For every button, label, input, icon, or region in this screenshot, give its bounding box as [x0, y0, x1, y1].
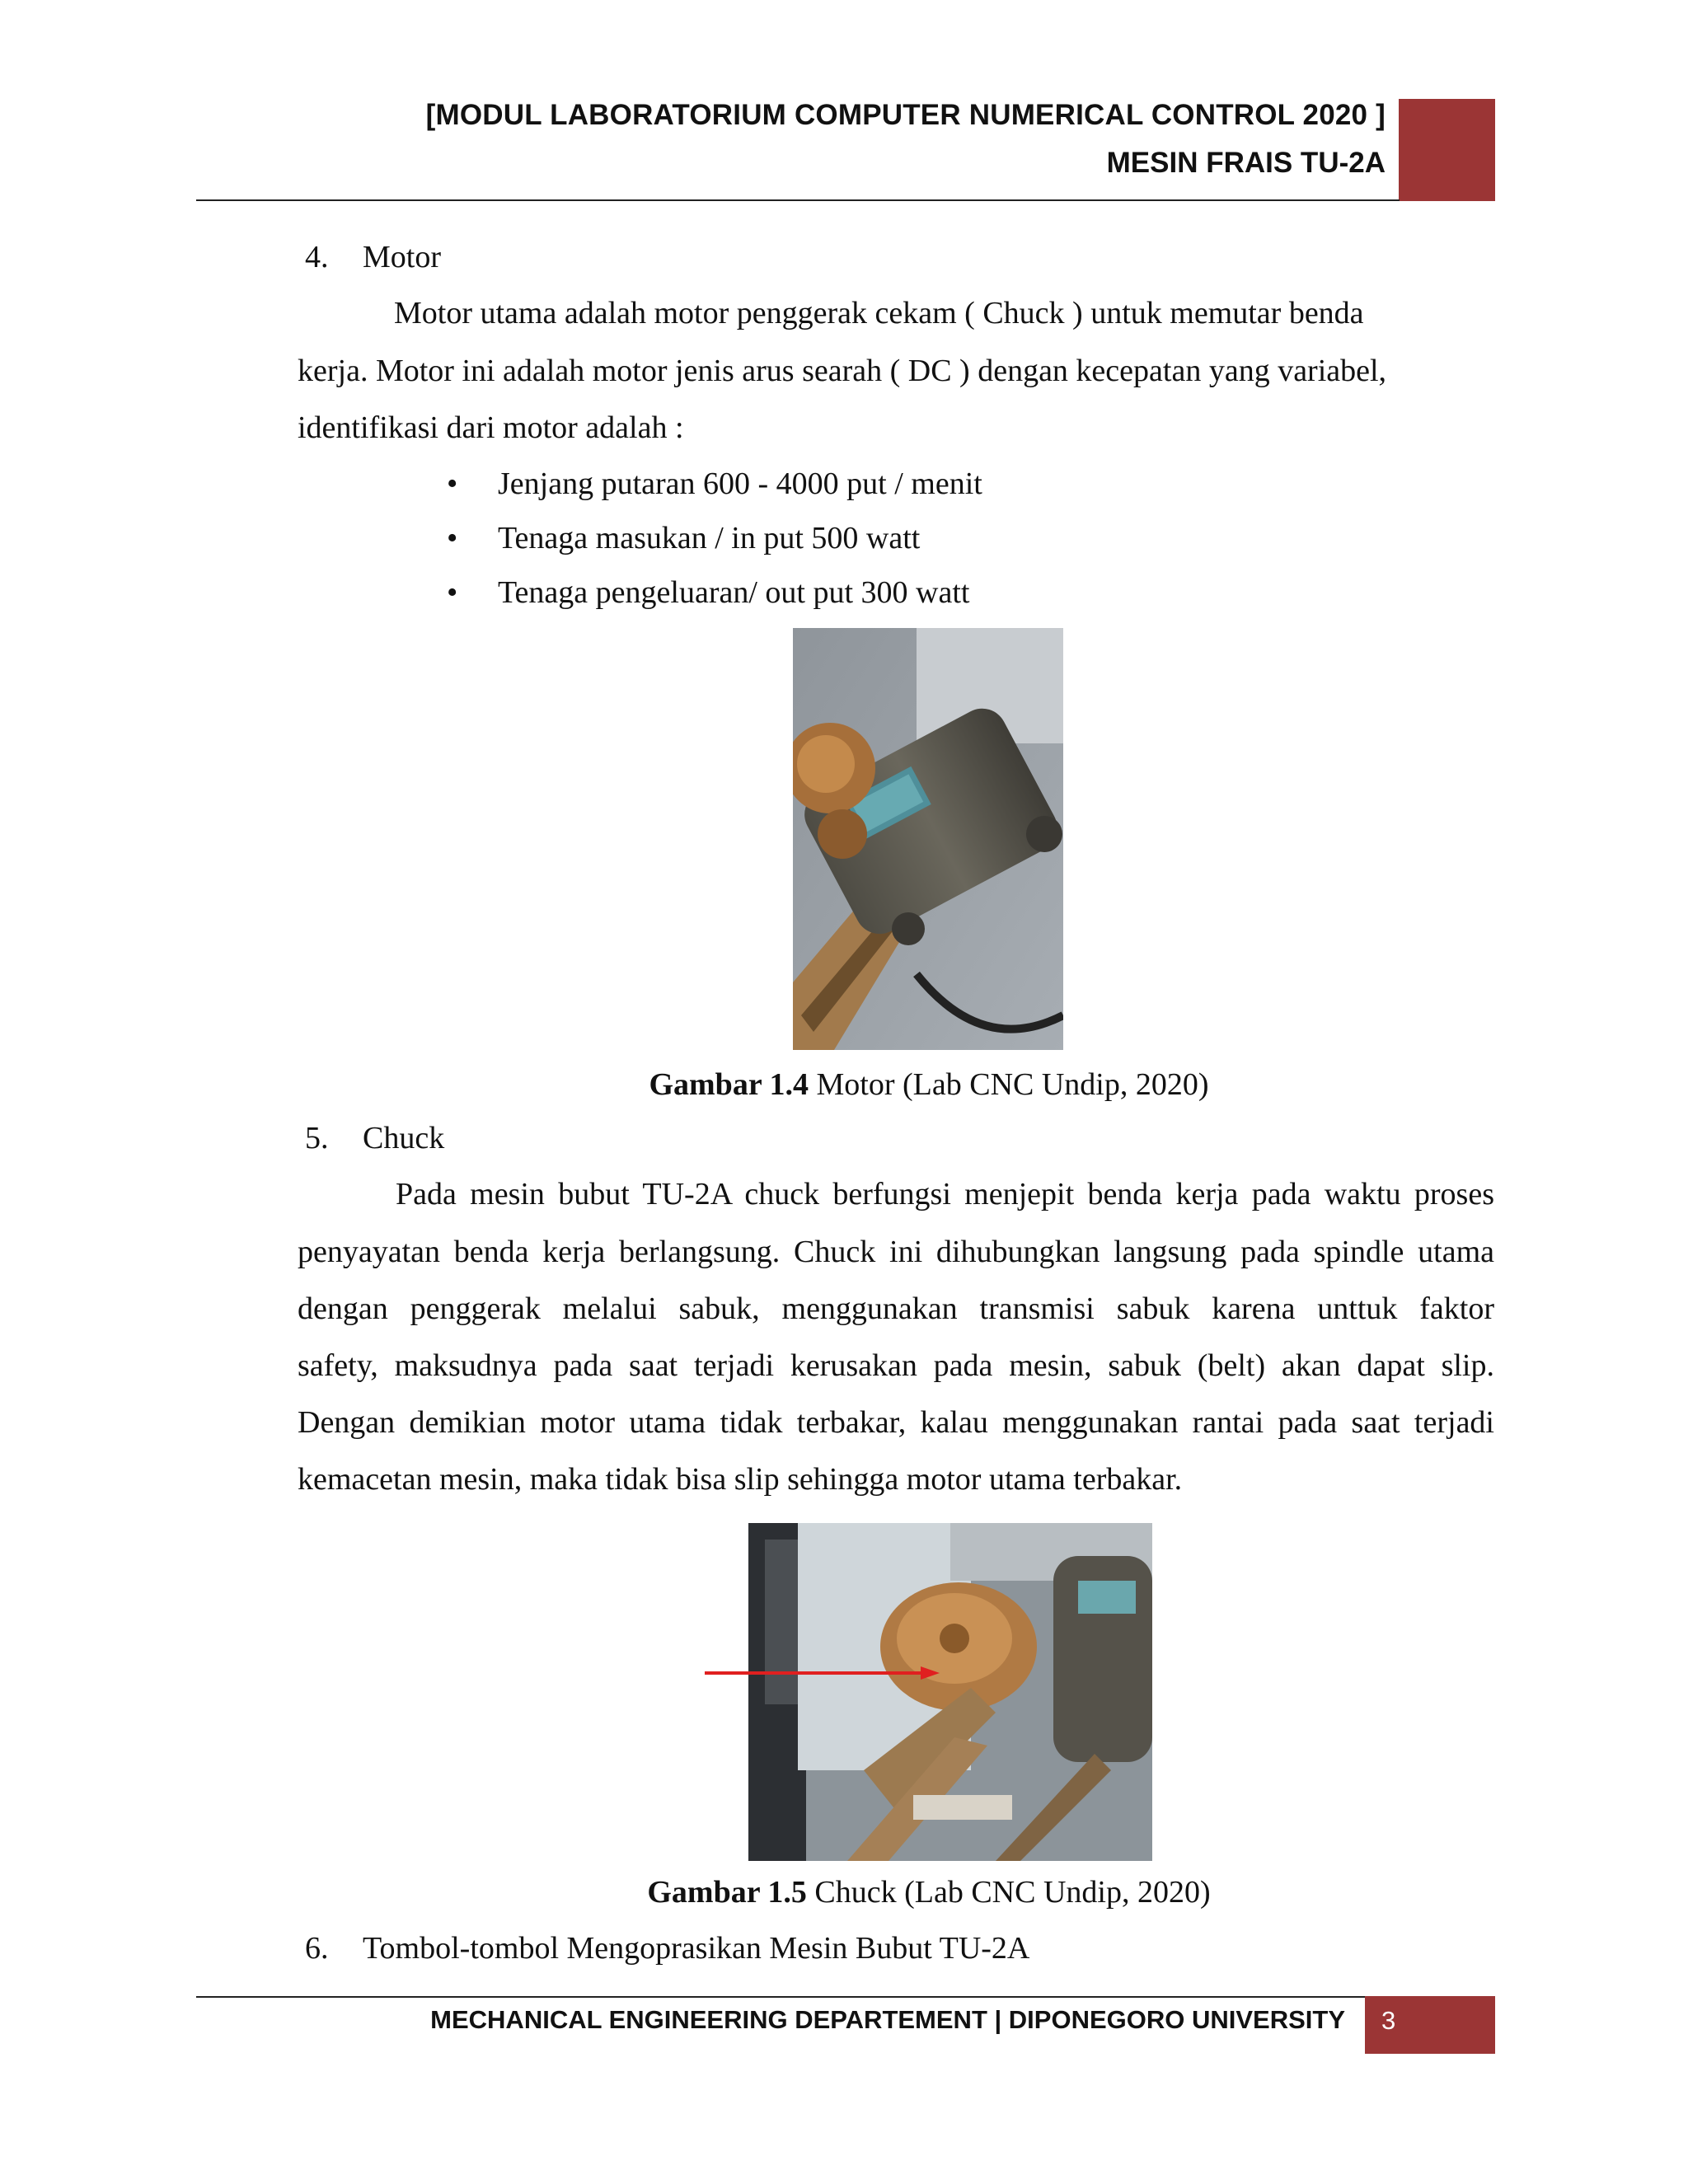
- page-number-block: [1365, 1996, 1495, 2054]
- footer-text: MECHANICAL ENGINEERING DEPARTEMENT | DIPONEGORO UNIVERSITY: [430, 2005, 1345, 2034]
- section-5-number: 5.: [305, 1121, 329, 1155]
- section-6-heading: Tombol-tombol Mengoprasikan Mesin Bubut TU-2A: [363, 1931, 1030, 1966]
- bullet-item-3: Tenaga pengeluaran/ out put 300 watt: [498, 575, 970, 610]
- section-4-number: 4.: [305, 240, 329, 274]
- header-subtitle: MESIN FRAIS TU-2A: [1106, 147, 1386, 179]
- header-accent-block: [1399, 99, 1495, 201]
- chuck-photo: [748, 1523, 1152, 1861]
- section-5-para-line-1: Pada mesin bubut TU-2A chuck berfungsi menjepit benda kerja pada waktu proses: [396, 1177, 1494, 1212]
- figure-1-5-caption: [610, 1872, 1248, 1912]
- header-divider: [196, 199, 1400, 201]
- figure-1-4-label: Gambar 1.4: [649, 1067, 809, 1102]
- section-5-para-line-5: Dengan demikian motor utama tidak terbakar, kalau menggunakan rantai pada saat terjadi: [298, 1405, 1494, 1440]
- bullet-item-2: Tenaga masukan / in put 500 watt: [498, 521, 921, 555]
- header-title: [MODUL LABORATORIUM COMPUTER NUMERICAL CONTROL 2020 ]: [425, 99, 1386, 131]
- section-4-para-line-3: identifikasi dari motor adalah :: [298, 410, 684, 445]
- section-6-number: 6.: [305, 1931, 329, 1966]
- bullet-marker: •: [447, 575, 458, 610]
- bullet-marker: •: [447, 521, 458, 555]
- section-5-para-line-6: kemacetan mesin, maka tidak bisa slip sehingga motor utama terbakar.: [298, 1462, 1183, 1497]
- figure-1-5-text: Chuck (Lab CNC Undip, 2020): [806, 1875, 1211, 1910]
- bullet-marker: •: [447, 466, 458, 501]
- section-5-para-line-3: dengan penggerak melalui sabuk, menggunakan transmisi sabuk karena unttuk faktor: [298, 1291, 1494, 1326]
- figure-1-5-label: Gambar 1.5: [647, 1875, 807, 1910]
- section-5-heading: Chuck: [363, 1121, 445, 1155]
- section-4-para-line-2: kerja. Motor ini adalah motor jenis arus searah ( DC ) dengan kecepatan yang variabel,: [298, 354, 1387, 388]
- section-4-heading: Motor: [363, 240, 441, 274]
- footer-divider: [196, 1996, 1400, 1998]
- section-5-para-line-4: safety, maksudnya pada saat terjadi kerusakan pada mesin, sabuk (belt) akan dapat slip.: [298, 1348, 1494, 1383]
- arrow-pointer: [705, 1666, 940, 1680]
- figure-1-4-caption: [610, 1065, 1248, 1104]
- page-number: 3: [1381, 2006, 1396, 2035]
- bullet-item-1: Jenjang putaran 600 - 4000 put / menit: [498, 466, 982, 501]
- figure-1-4-text: Motor (Lab CNC Undip, 2020): [809, 1067, 1209, 1102]
- section-4-para-line-1: Motor utama adalah motor penggerak cekam ( Chuck ) untuk memutar benda: [394, 296, 1364, 330]
- motor-photo: [793, 628, 1063, 1050]
- section-5-para-line-2: penyayatan benda kerja berlangsung. Chuck ini dihubungkan langsung pada spindle utama: [298, 1235, 1494, 1269]
